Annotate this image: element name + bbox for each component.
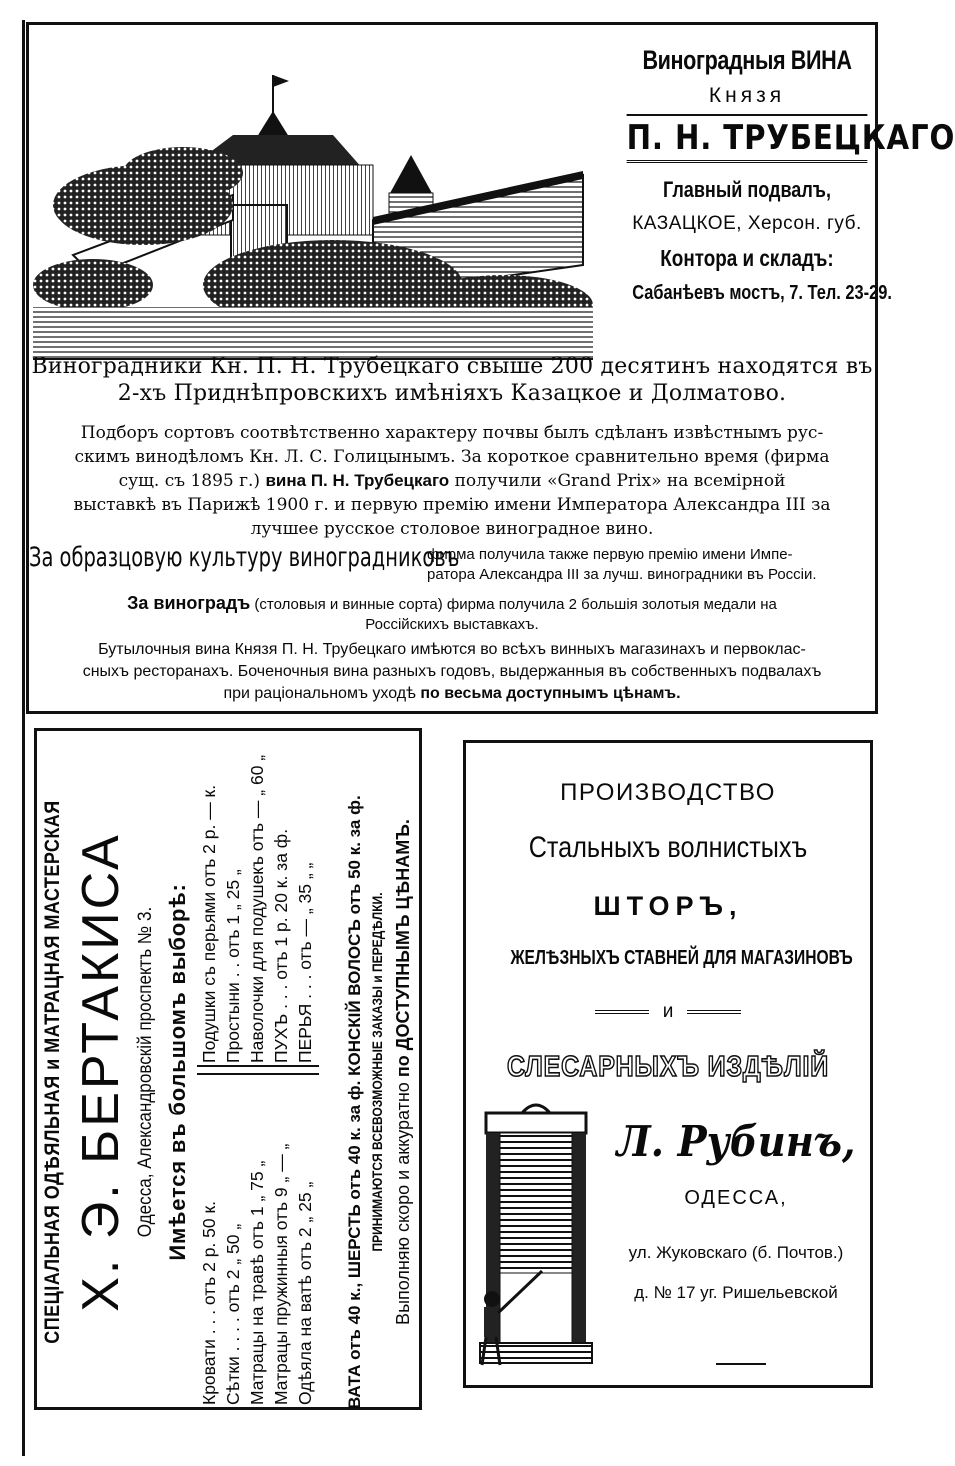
text-line: Бутылочныя вина Князя П. Н. Трубецкаго имѣются во всѣхъ винныхъ магазинахъ и первоклас- [98, 641, 806, 658]
divider-rule [687, 1010, 741, 1014]
text-line [29, 593, 875, 615]
iron-shutters-line: ЖЕЛѢЗНЫХЪ СТАВНЕЙ ДЛЯ МАГАЗИНОВЪ [510, 947, 853, 969]
text-fragment: (столовыя и винные сорта) фирма получила 2 большія золотыя медали на [254, 596, 777, 613]
price-row: Сѣтки . . . . отъ 2 „ 50 „ [223, 1223, 243, 1405]
bold-fragment: вина П. Н. Трубецкаго [265, 471, 450, 490]
text-fragment: сущ. съ 1895 г.) [118, 471, 261, 491]
price-row: ПУХЪ . . . отъ 1 р. 20 к. за ф. [271, 828, 291, 1063]
column-divider [197, 1065, 319, 1075]
text-line: скимъ винодѣломъ Кн. Л. С. Голицынымъ. За короткое сравнительно время (фирма [74, 447, 830, 467]
city-name: ОДЕССА, [684, 1187, 788, 1209]
text-line: 2-хъ Приднѣпровскихъ имѣніяхъ Казацкое и Долматово. [117, 381, 787, 406]
bottled-wines-paragraph [29, 639, 875, 705]
text-line: ратора Александра III за лучш. виноградники въ Россіи. [427, 566, 817, 583]
text-fragment: при раціональномъ уходѣ [223, 685, 416, 702]
and-divider [466, 1001, 870, 1023]
rotated-content [37, 731, 425, 1413]
text-fragment: Выполняю скоро и аккуратно [393, 1082, 413, 1325]
price-row: Наволочки для подушекъ отъ — „ 60 „ [247, 754, 267, 1063]
price-column-left [197, 1075, 317, 1405]
price-column-right [197, 733, 317, 1063]
culture-paragraph [29, 542, 875, 583]
rubin-shutters-advertisement [463, 740, 873, 1388]
castle-engraving-illustration [33, 45, 593, 365]
cellar-label: Главный подвалъ, [663, 177, 831, 202]
text-line: лучшее русское столовое виноградное вино. [250, 519, 654, 539]
text-line [29, 683, 875, 705]
text-line [29, 469, 875, 493]
bertakis-workshop-advertisement [34, 728, 422, 1410]
wool-prices-line: ВАТА отъ 40 к., ШЕРСТЬ отъ 40 к. за ф. КОНСКІЙ ВОЛОСЪ отъ 50 к. за ф. [345, 795, 364, 1409]
text-line: Подборъ сортовъ соотвѣтственно характеру почвы былъ сдѣланъ извѣстнымъ рус- [80, 423, 824, 443]
closing-rule [716, 1363, 766, 1365]
text-line: выставкѣ въ Парижѣ 1900 г. и первую премію имени Императора Александра III за [73, 495, 831, 515]
office-address: Сабанѣевъ мостъ, 7. Тел. 23-29. [632, 282, 892, 304]
awards-paragraph [29, 421, 875, 541]
workshop-heading: СПЕЦІАЛЬНАЯ ОДѢЯЛЬНАЯ и МАТРАЦНАЯ МАСТЕРСКАЯ [41, 800, 64, 1344]
price-row: Одѣяла на ватѣ отъ 2 „ 25 „ [295, 1181, 315, 1405]
production-heading: ПРОИЗВОДСТВО [560, 779, 776, 806]
price-row: Матрацы на травѣ отъ 1 „ 75 „ [247, 1160, 267, 1405]
orders-line: ПРИНИМАЮТСЯ ВСЕВОЗМОЖНЫЕ ЗАКАЗЫ и ПЕРЕДѢЛКИ. [369, 892, 385, 1252]
and-word: и [662, 1001, 674, 1022]
bold-fragment: За виноградъ [127, 593, 251, 613]
price-row: ПЕРЬЯ . . . отъ — „ 35 „ „ [295, 862, 315, 1063]
text-line: фирма получила также первую премію имени Импе- [427, 546, 793, 563]
bold-fragment: по ДОСТУПНЫМЪ ЦѢНАМЪ. [393, 819, 413, 1078]
steel-wavy-line: Стальныхъ волнистыхъ [528, 831, 808, 864]
price-row: Подушки съ перьями отъ 2 р. — к. [199, 784, 219, 1063]
page-left-rule [22, 20, 25, 1456]
workshop-owner-name: Х. Э. БЕРТАКИСА [72, 832, 130, 1312]
vineyards-paragraph [29, 353, 875, 407]
culture-headline: За образцовую культуру виноградниковъ [29, 542, 460, 573]
office-label: Контора и складъ: [660, 245, 834, 271]
title-line-2: Князя [708, 84, 786, 107]
price-row: Простыни . . отъ 1 „ 25 „ [223, 869, 243, 1063]
text-line: Россійскихъ выставкахъ. [365, 616, 539, 633]
text-line: Виноградники Кн. П. Н. Трубецкаго свыше 200 десятинъ находятся въ [31, 354, 873, 379]
title-line-1: Виноградныя ВИНА [642, 45, 852, 75]
street-address: ул. Жуковскаго (б. Почтов.) [628, 1243, 844, 1262]
price-list [197, 739, 347, 1409]
text-fragment: получили «Grand Prix» на всемірной [454, 471, 786, 491]
price-row: Матрацы пружинныя отъ 9 „ — „ [271, 1143, 291, 1405]
wine-title-block [607, 39, 955, 305]
culture-side-text [427, 545, 867, 585]
title-prince-name: П. Н. ТРУБЕЦКАГО [627, 114, 868, 163]
divider-rule [595, 1010, 649, 1014]
text-line: сныхъ ресторанахъ. Боченочныя вина разныхъ годовъ, выдержанныя въ собственныхъ подвалахъ [82, 663, 822, 680]
workshop-address: Одесса, Александровскій проспектъ № 3. [135, 906, 156, 1238]
bold-fragment: по весьма доступнымъ цѣнамъ. [420, 685, 681, 702]
proprietor-name: Л. Рубинъ, [616, 1117, 856, 1166]
grapes-paragraph [29, 593, 875, 635]
price-row: Кровати . . . отъ 2 р. 50 к. [199, 1201, 219, 1405]
shutters-line: ШТОРЪ, [593, 891, 743, 921]
cellar-place: КАЗАЦКОЕ, Херсон. губ. [632, 213, 862, 234]
trubetskoy-wine-advertisement [26, 22, 955, 714]
roller-shutter-illustration [472, 1103, 600, 1371]
footer-line [393, 731, 414, 1413]
metalwork-line: СЛЕСАРНЫХЪ ИЗДѢЛІЙ [506, 1051, 830, 1083]
house-address: д. № 17 уг. Ришельевской [634, 1283, 838, 1302]
assortment-heading: Имѣется въ большомъ выборѣ: [165, 883, 190, 1261]
